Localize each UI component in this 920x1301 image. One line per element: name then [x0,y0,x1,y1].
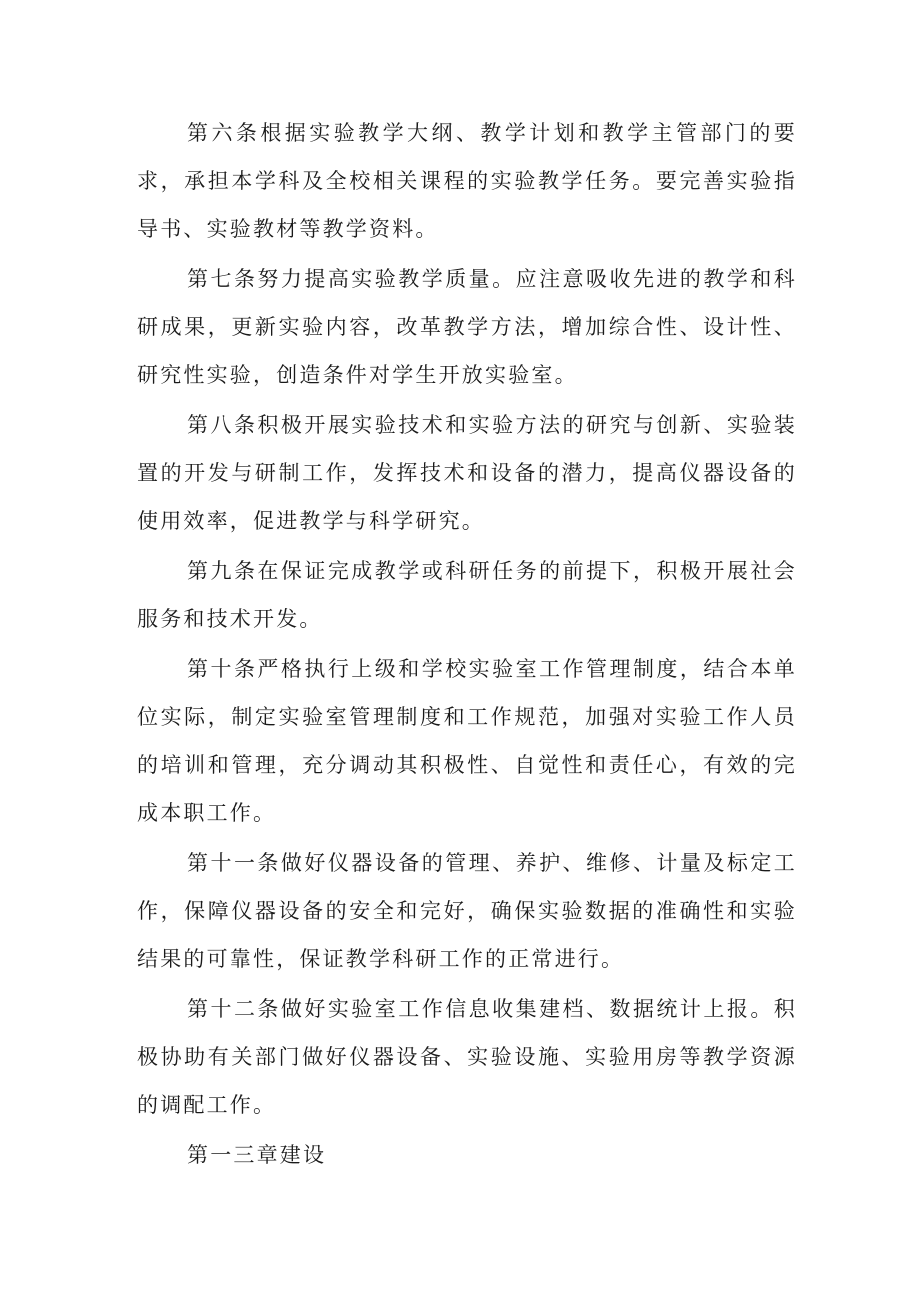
article-10: 第十条严格执行上级和学校实验室工作管理制度，结合本单位实际，制定实验室管理制度和工作规范，加强对实验工作人员的培训和管理，充分调动其积极性、自觉性和责任心，有效的完成本职工作。 [137,657,797,825]
article-6: 第六条根据实验教学大纲、教学计划和教学主管部门的要求，承担本学科及全校相关课程的实验教学任务。要完善实验指导书、实验教材等教学资料。 [137,121,797,241]
document-page [137,109,797,1179]
article-12: 第十二条做好实验室工作信息收集建档、数据统计上报。积极协助有关部门做好仪器设备、实验设施、实验用房等教学资源的调配工作。 [137,997,797,1117]
article-11: 第十一条做好仪器设备的管理、养护、维修、计量及标定工作，保障仪器设备的安全和完好，确保实验数据的准确性和实验结果的可靠性，保证教学科研工作的正常进行。 [137,851,797,971]
article-8: 第八条积极开展实验技术和实验方法的研究与创新、实验装置的开发与研制工作，发挥技术和设备的潜力，提高仪器设备的使用效率，促进教学与科学研究。 [137,413,797,533]
chapter-heading: 第一三章建设 [187,1143,327,1167]
article-9: 第九条在保证完成教学或科研任务的前提下，积极开展社会服务和技术开发。 [137,559,797,631]
article-7: 第七条努力提高实验教学质量。应注意吸收先进的教学和科研成果，更新实验内容，改革教学方法，增加综合性、设计性、研究性实验，创造条件对学生开放实验室。 [137,267,797,387]
